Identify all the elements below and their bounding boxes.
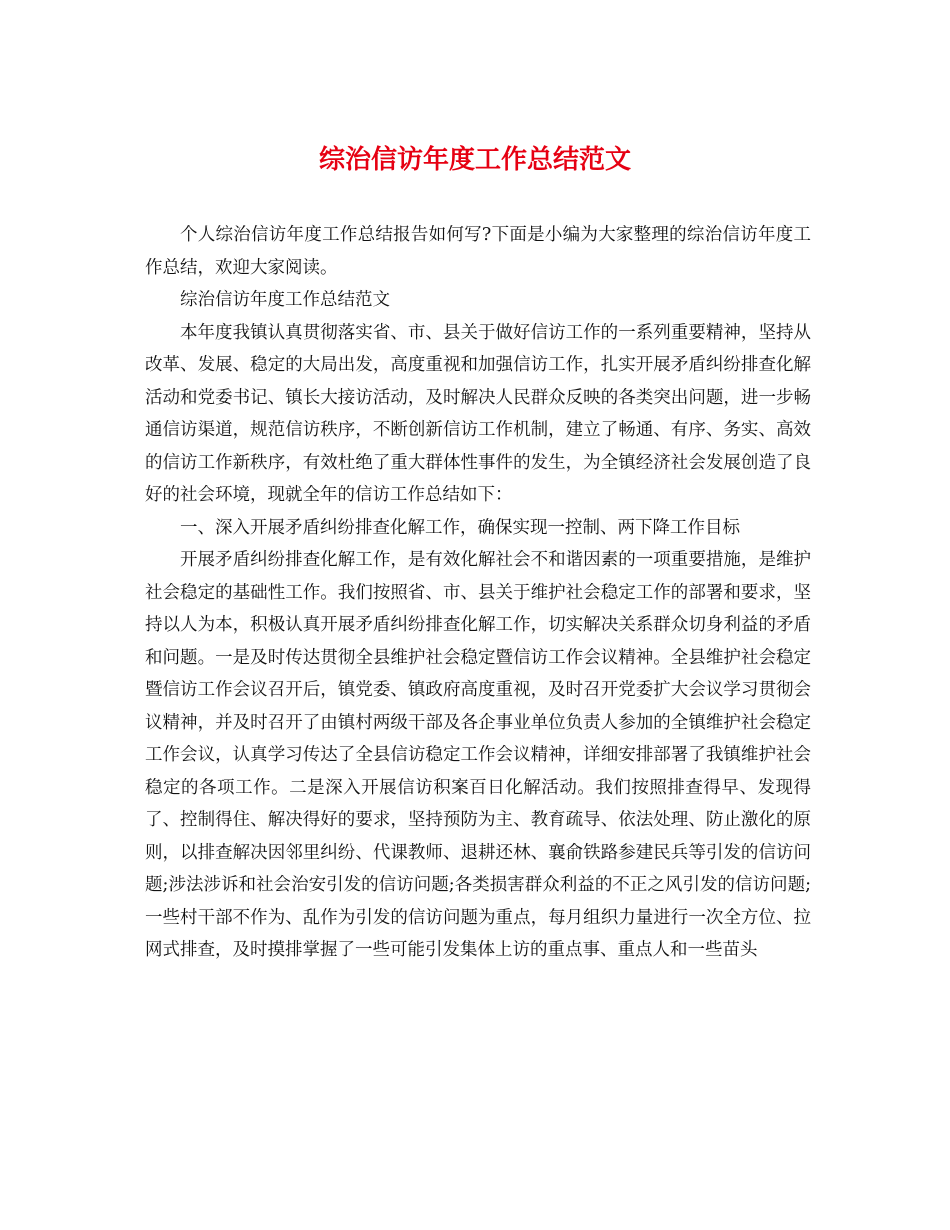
section-body-paragraph: 开展矛盾纠纷排查化解工作，是有效化解社会不和谐因素的一项重要措施，是维护社会稳定的基础性工作。我们按照省、市、县关于维护社会稳定工作的部署和要求，坚持以人为本，积极认真开展矛盾纠纷排查化解工作，切实解决关系群众切身利益的矛盾和问题。一是及时传达贯彻全县维护社会稳定暨信访工作会议精神。全县维护社会稳定暨信访工作会议召开后，镇党委、镇政府高度重视，及时召开党委扩大会议学习贯彻会议精神，并及时召开了由镇村两级干部及各企事业单位负责人参加的全镇维护社会稳定工作会议，认真学习传达了全县信访稳定工作会议精神，详细安排部署了我镇维护社会稳定的各项工作。二是深入开展信访积案百日化解活动。我们按照排查得早、发现得了、控制得住、解决得好的要求，坚持预防为主、教育疏导、依法处理、防止激化的原则，以排查解决因邻里纠纷、代课教师、退耕还林、襄俞铁路参建民兵等引发的信访问题;涉法涉诉和社会治安引发的信访问题;各类损害群众利益的不正之风引发的信访问题;一些村干部不作为、乱作为引发的信访问题为重点，每月组织力量进行一次全方位、拉网式排查，及时摸排掌握了一些可能引发集体上访的重点事、重点人和一些苗头 — [145, 550, 811, 960]
document-body — [145, 219, 811, 967]
section-heading: 一、深入开展矛盾纠纷排查化解工作，确保实现一控制、两下降工作目标 — [180, 517, 740, 538]
document-title: 综治信访年度工作总结范文 — [318, 145, 631, 175]
overview-paragraph: 本年度我镇认真贯彻落实省、市、县关于做好信访工作的一系列重要精神，坚持从改革、发展、稳定的大局出发，高度重视和加强信访工作，扎实开展矛盾纠纷排查化解活动和党委书记、镇长大接访活动，及时解决人民群众反映的各类突出问题，进一步畅通信访渠道，规范信访秩序，不断创新信访工作机制，建立了畅通、有序、务实、高效的信访工作新秩序，有效杜绝了重大群体性事件的发生，为全镇经济社会发展创造了良好的社会环境，现就全年的信访工作总结如下： — [145, 322, 811, 505]
intro-paragraph: 个人综治信访年度工作总结报告如何写?下面是小编为大家整理的综治信访年度工作总结，欢迎大家阅读。 — [145, 225, 811, 278]
subtitle-paragraph: 综治信访年度工作总结范文 — [180, 290, 390, 310]
